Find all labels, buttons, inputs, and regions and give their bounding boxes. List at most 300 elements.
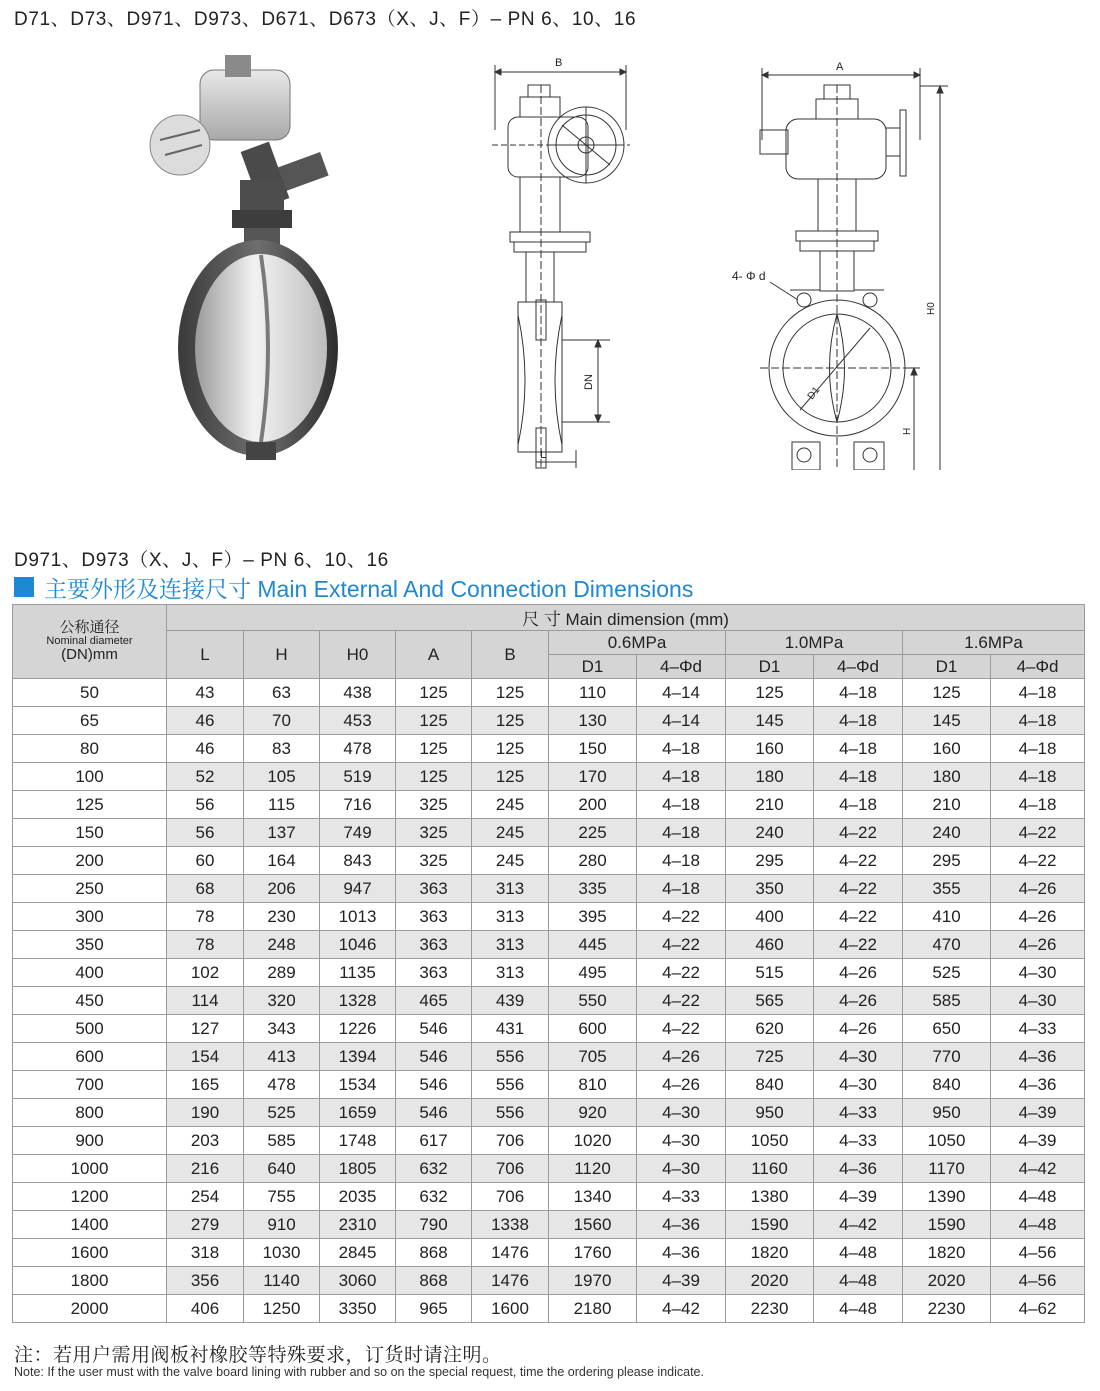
table-cell: 525 bbox=[244, 1099, 320, 1127]
table-cell: 4–30 bbox=[991, 959, 1085, 987]
table-cell: 4–30 bbox=[814, 1071, 903, 1099]
table-cell: 4–18 bbox=[637, 875, 726, 903]
page-title: D71、D73、D971、D973、D671、D673（X、J、F）– PN 6、10、16 bbox=[14, 9, 637, 30]
dn-cell: 1400 bbox=[13, 1211, 167, 1239]
table-cell: 706 bbox=[472, 1127, 549, 1155]
dn-cell: 350 bbox=[13, 931, 167, 959]
table-row bbox=[13, 819, 1085, 847]
table-cell: 4–22 bbox=[991, 847, 1085, 875]
table-cell: 410 bbox=[903, 903, 991, 931]
table-cell: 318 bbox=[167, 1239, 244, 1267]
table-cell: 4–56 bbox=[991, 1267, 1085, 1295]
table-row bbox=[13, 735, 1085, 763]
table-cell: 4–18 bbox=[637, 847, 726, 875]
dimensions-table-wrap bbox=[12, 604, 1084, 1323]
table-cell: 439 bbox=[472, 987, 549, 1015]
sub-header-d1: D1 bbox=[726, 655, 814, 679]
table-cell: 465 bbox=[396, 987, 472, 1015]
table-cell: 1590 bbox=[903, 1211, 991, 1239]
table-cell: 4–36 bbox=[637, 1239, 726, 1267]
dn-cell: 1200 bbox=[13, 1183, 167, 1211]
table-cell: 125 bbox=[396, 735, 472, 763]
table-cell: 115 bbox=[244, 791, 320, 819]
table-cell: 125 bbox=[726, 679, 814, 707]
table-cell: 68 bbox=[167, 875, 244, 903]
table-cell: 4–18 bbox=[637, 819, 726, 847]
table-cell: 46 bbox=[167, 707, 244, 735]
table-cell: 749 bbox=[320, 819, 396, 847]
main-dimension-header: 尺 寸 Main dimension (mm) bbox=[167, 605, 1085, 631]
table-cell: 70 bbox=[244, 707, 320, 735]
dn-header-cn: 公称通径 bbox=[59, 618, 120, 636]
table-cell: 4–26 bbox=[991, 875, 1085, 903]
table-cell: 43 bbox=[167, 679, 244, 707]
table-cell: 313 bbox=[472, 931, 549, 959]
table-cell: 525 bbox=[903, 959, 991, 987]
table-cell: 125 bbox=[396, 707, 472, 735]
table-cell: 4–22 bbox=[814, 819, 903, 847]
table-cell: 2020 bbox=[726, 1267, 814, 1295]
table-cell: 585 bbox=[903, 987, 991, 1015]
dn-header-unit: (DN)mm bbox=[61, 646, 118, 664]
table-cell: 125 bbox=[903, 679, 991, 707]
table-cell: 356 bbox=[167, 1267, 244, 1295]
table-cell: 180 bbox=[726, 763, 814, 791]
table-cell: 4–36 bbox=[991, 1071, 1085, 1099]
table-cell: 325 bbox=[396, 819, 472, 847]
table-cell: 843 bbox=[320, 847, 396, 875]
table-cell: 4–22 bbox=[814, 903, 903, 931]
table-cell: 632 bbox=[396, 1155, 472, 1183]
table-cell: 1170 bbox=[903, 1155, 991, 1183]
table-cell: 313 bbox=[472, 875, 549, 903]
table-cell: 4–18 bbox=[991, 679, 1085, 707]
table-cell: 920 bbox=[549, 1099, 637, 1127]
table-cell: 1476 bbox=[472, 1239, 549, 1267]
table-cell: 295 bbox=[903, 847, 991, 875]
table-cell: 4–30 bbox=[991, 987, 1085, 1015]
dn-cell: 125 bbox=[13, 791, 167, 819]
table-cell: 4–30 bbox=[637, 1127, 726, 1155]
dn-cell: 400 bbox=[13, 959, 167, 987]
table-cell: 632 bbox=[396, 1183, 472, 1211]
table-cell: 4–18 bbox=[991, 763, 1085, 791]
table-row bbox=[13, 875, 1085, 903]
table-row bbox=[13, 791, 1085, 819]
table-cell: 165 bbox=[167, 1071, 244, 1099]
table-cell: 230 bbox=[244, 903, 320, 931]
table-cell: 2230 bbox=[903, 1295, 991, 1323]
dn-cell: 150 bbox=[13, 819, 167, 847]
table-cell: 431 bbox=[472, 1015, 549, 1043]
table-cell: 706 bbox=[472, 1183, 549, 1211]
label-d1: D1 bbox=[805, 384, 823, 402]
table-cell: 910 bbox=[244, 1211, 320, 1239]
table-cell: 1013 bbox=[320, 903, 396, 931]
table-cell: 4–26 bbox=[991, 931, 1085, 959]
table-cell: 3350 bbox=[320, 1295, 396, 1323]
table-cell: 4–18 bbox=[814, 791, 903, 819]
table-cell: 4–36 bbox=[637, 1211, 726, 1239]
label-b: B bbox=[555, 57, 563, 69]
table-cell: 4–30 bbox=[814, 1043, 903, 1071]
table-cell: 3060 bbox=[320, 1267, 396, 1295]
dn-cell: 600 bbox=[13, 1043, 167, 1071]
table-cell: 1020 bbox=[549, 1127, 637, 1155]
table-cell: 145 bbox=[903, 707, 991, 735]
table-cell: 56 bbox=[167, 819, 244, 847]
table-cell: 225 bbox=[549, 819, 637, 847]
table-cell: 725 bbox=[726, 1043, 814, 1071]
table-cell: 114 bbox=[167, 987, 244, 1015]
table-cell: 546 bbox=[396, 1015, 472, 1043]
col-header-a: A bbox=[396, 631, 472, 679]
dn-cell: 65 bbox=[13, 707, 167, 735]
valve-photo bbox=[140, 50, 360, 460]
table-cell: 495 bbox=[549, 959, 637, 987]
table-cell: 289 bbox=[244, 959, 320, 987]
table-cell: 200 bbox=[549, 791, 637, 819]
section-heading bbox=[14, 572, 693, 602]
table-cell: 4–18 bbox=[814, 735, 903, 763]
table-cell: 406 bbox=[167, 1295, 244, 1323]
table-cell: 546 bbox=[396, 1043, 472, 1071]
table-row bbox=[13, 1127, 1085, 1155]
table-cell: 343 bbox=[244, 1015, 320, 1043]
sub-header-bolt: 4–Φd bbox=[637, 655, 726, 679]
table-cell: 83 bbox=[244, 735, 320, 763]
table-cell: 1600 bbox=[472, 1295, 549, 1323]
dn-cell: 1000 bbox=[13, 1155, 167, 1183]
table-cell: 110 bbox=[549, 679, 637, 707]
table-cell: 1340 bbox=[549, 1183, 637, 1211]
label-a: A bbox=[836, 61, 844, 73]
table-cell: 1590 bbox=[726, 1211, 814, 1239]
section-marker-icon bbox=[14, 577, 34, 597]
table-cell: 355 bbox=[903, 875, 991, 903]
table-cell: 313 bbox=[472, 959, 549, 987]
table-cell: 350 bbox=[726, 875, 814, 903]
note-chinese: 注：若用户需用阀板衬橡胶等特殊要求，订货时请注明。 bbox=[14, 1345, 502, 1366]
sub-header-bolt: 4–Φd bbox=[991, 655, 1085, 679]
table-cell: 640 bbox=[244, 1155, 320, 1183]
table-cell: 325 bbox=[396, 847, 472, 875]
table-cell: 1805 bbox=[320, 1155, 396, 1183]
table-cell: 1476 bbox=[472, 1267, 549, 1295]
table-cell: 180 bbox=[903, 763, 991, 791]
table-cell: 145 bbox=[726, 707, 814, 735]
table-cell: 1140 bbox=[244, 1267, 320, 1295]
col-header-h0: H0 bbox=[320, 631, 396, 679]
table-cell: 4–42 bbox=[991, 1155, 1085, 1183]
table-cell: 546 bbox=[396, 1099, 472, 1127]
table-cell: 125 bbox=[472, 679, 549, 707]
table-cell: 4–18 bbox=[637, 763, 726, 791]
table-cell: 248 bbox=[244, 931, 320, 959]
table-cell: 470 bbox=[903, 931, 991, 959]
dn-cell: 1800 bbox=[13, 1267, 167, 1295]
front-view-drawing bbox=[720, 50, 960, 470]
table-row bbox=[13, 1239, 1085, 1267]
table-cell: 4–22 bbox=[814, 931, 903, 959]
table-cell: 546 bbox=[396, 1071, 472, 1099]
table-cell: 125 bbox=[472, 763, 549, 791]
table-cell: 1050 bbox=[726, 1127, 814, 1155]
table-cell: 102 bbox=[167, 959, 244, 987]
table-row bbox=[13, 1183, 1085, 1211]
dn-header bbox=[13, 605, 167, 679]
table-cell: 4–18 bbox=[814, 763, 903, 791]
dn-cell: 1600 bbox=[13, 1239, 167, 1267]
figures-area bbox=[0, 40, 1100, 480]
table-cell: 4–22 bbox=[637, 903, 726, 931]
table-cell: 1820 bbox=[726, 1239, 814, 1267]
table-row bbox=[13, 1211, 1085, 1239]
table-cell: 1030 bbox=[244, 1239, 320, 1267]
table-cell: 395 bbox=[549, 903, 637, 931]
table-cell: 556 bbox=[472, 1043, 549, 1071]
table-cell: 164 bbox=[244, 847, 320, 875]
table-cell: 4–18 bbox=[991, 791, 1085, 819]
table-cell: 770 bbox=[903, 1043, 991, 1071]
table-cell: 4–26 bbox=[637, 1071, 726, 1099]
table-cell: 1135 bbox=[320, 959, 396, 987]
table-row bbox=[13, 1267, 1085, 1295]
table-cell: 325 bbox=[396, 791, 472, 819]
label-h0: H0 bbox=[926, 302, 937, 315]
table-cell: 4–22 bbox=[991, 819, 1085, 847]
pressure-header-1-0: 1.0MPa bbox=[726, 631, 903, 655]
table-cell: 4–22 bbox=[637, 1015, 726, 1043]
table-cell: 4–30 bbox=[637, 1155, 726, 1183]
table-cell: 4–22 bbox=[637, 987, 726, 1015]
table-cell: 4–48 bbox=[814, 1267, 903, 1295]
table-cell: 363 bbox=[396, 903, 472, 931]
table-cell: 105 bbox=[244, 763, 320, 791]
table-cell: 2230 bbox=[726, 1295, 814, 1323]
table-cell: 78 bbox=[167, 931, 244, 959]
table-cell: 1820 bbox=[903, 1239, 991, 1267]
label-bolt: 4- Φ d bbox=[732, 269, 766, 283]
table-subtitle: D971、D973（X、J、F）– PN 6、10、16 bbox=[14, 550, 389, 571]
table-cell: 4–22 bbox=[814, 847, 903, 875]
table-cell: 1390 bbox=[903, 1183, 991, 1211]
table-row bbox=[13, 1071, 1085, 1099]
table-cell: 160 bbox=[903, 735, 991, 763]
table-cell: 4–42 bbox=[637, 1295, 726, 1323]
table-cell: 125 bbox=[472, 735, 549, 763]
dn-cell: 80 bbox=[13, 735, 167, 763]
dn-cell: 300 bbox=[13, 903, 167, 931]
table-cell: 868 bbox=[396, 1267, 472, 1295]
table-cell: 4–36 bbox=[991, 1043, 1085, 1071]
table-cell: 810 bbox=[549, 1071, 637, 1099]
table-cell: 320 bbox=[244, 987, 320, 1015]
label-l: L bbox=[540, 449, 547, 461]
table-cell: 620 bbox=[726, 1015, 814, 1043]
table-cell: 279 bbox=[167, 1211, 244, 1239]
table-cell: 790 bbox=[396, 1211, 472, 1239]
table-cell: 4–39 bbox=[814, 1183, 903, 1211]
table-cell: 150 bbox=[549, 735, 637, 763]
table-row bbox=[13, 1155, 1085, 1183]
table-cell: 1338 bbox=[472, 1211, 549, 1239]
table-cell: 2180 bbox=[549, 1295, 637, 1323]
dn-cell: 250 bbox=[13, 875, 167, 903]
table-cell: 210 bbox=[726, 791, 814, 819]
table-cell: 335 bbox=[549, 875, 637, 903]
table-cell: 650 bbox=[903, 1015, 991, 1043]
table-cell: 245 bbox=[472, 819, 549, 847]
table-cell: 1394 bbox=[320, 1043, 396, 1071]
dn-cell: 450 bbox=[13, 987, 167, 1015]
table-cell: 400 bbox=[726, 903, 814, 931]
col-header-l: L bbox=[167, 631, 244, 679]
dn-cell: 200 bbox=[13, 847, 167, 875]
table-cell: 519 bbox=[320, 763, 396, 791]
table-cell: 1160 bbox=[726, 1155, 814, 1183]
table-cell: 4–26 bbox=[814, 959, 903, 987]
table-row bbox=[13, 903, 1085, 931]
table-cell: 4–39 bbox=[637, 1267, 726, 1295]
table-cell: 840 bbox=[903, 1071, 991, 1099]
table-cell: 4–18 bbox=[637, 735, 726, 763]
table-cell: 4–39 bbox=[991, 1099, 1085, 1127]
table-cell: 1760 bbox=[549, 1239, 637, 1267]
table-cell: 210 bbox=[903, 791, 991, 819]
table-row bbox=[13, 707, 1085, 735]
table-cell: 4–33 bbox=[814, 1127, 903, 1155]
table-row bbox=[13, 763, 1085, 791]
table-cell: 1046 bbox=[320, 931, 396, 959]
table-cell: 947 bbox=[320, 875, 396, 903]
dn-cell: 500 bbox=[13, 1015, 167, 1043]
table-cell: 478 bbox=[244, 1071, 320, 1099]
table-cell: 127 bbox=[167, 1015, 244, 1043]
table-cell: 2035 bbox=[320, 1183, 396, 1211]
table-cell: 125 bbox=[396, 679, 472, 707]
table-cell: 313 bbox=[472, 903, 549, 931]
dn-header-en: Nominal diameter bbox=[46, 634, 133, 647]
table-cell: 1659 bbox=[320, 1099, 396, 1127]
table-cell: 363 bbox=[396, 875, 472, 903]
table-cell: 4–14 bbox=[637, 679, 726, 707]
dn-cell: 100 bbox=[13, 763, 167, 791]
table-cell: 363 bbox=[396, 931, 472, 959]
table-cell: 1380 bbox=[726, 1183, 814, 1211]
table-cell: 56 bbox=[167, 791, 244, 819]
table-body bbox=[13, 679, 1085, 1323]
table-cell: 4–26 bbox=[637, 1043, 726, 1071]
table-cell: 706 bbox=[472, 1155, 549, 1183]
table-cell: 154 bbox=[167, 1043, 244, 1071]
table-cell: 190 bbox=[167, 1099, 244, 1127]
table-cell: 203 bbox=[167, 1127, 244, 1155]
table-cell: 4–39 bbox=[991, 1127, 1085, 1155]
dn-cell: 800 bbox=[13, 1099, 167, 1127]
table-row bbox=[13, 931, 1085, 959]
table-cell: 254 bbox=[167, 1183, 244, 1211]
table-cell: 453 bbox=[320, 707, 396, 735]
table-cell: 1560 bbox=[549, 1211, 637, 1239]
table-row bbox=[13, 1099, 1085, 1127]
col-header-b: B bbox=[472, 631, 549, 679]
dn-cell: 900 bbox=[13, 1127, 167, 1155]
table-cell: 4–30 bbox=[637, 1099, 726, 1127]
table-cell: 4–22 bbox=[637, 931, 726, 959]
table-cell: 4–22 bbox=[814, 875, 903, 903]
table-cell: 478 bbox=[320, 735, 396, 763]
table-cell: 2845 bbox=[320, 1239, 396, 1267]
table-cell: 4–18 bbox=[637, 791, 726, 819]
table-cell: 137 bbox=[244, 819, 320, 847]
table-row bbox=[13, 847, 1085, 875]
table-cell: 556 bbox=[472, 1099, 549, 1127]
table-cell: 363 bbox=[396, 959, 472, 987]
table-cell: 125 bbox=[472, 707, 549, 735]
table-cell: 755 bbox=[244, 1183, 320, 1211]
table-cell: 4–26 bbox=[991, 903, 1085, 931]
table-cell: 4–18 bbox=[991, 707, 1085, 735]
table-cell: 2310 bbox=[320, 1211, 396, 1239]
table-cell: 4–33 bbox=[637, 1183, 726, 1211]
table-cell: 4–48 bbox=[814, 1295, 903, 1323]
table-cell: 4–62 bbox=[991, 1295, 1085, 1323]
table-cell: 565 bbox=[726, 987, 814, 1015]
table-cell: 716 bbox=[320, 791, 396, 819]
table-cell: 4–42 bbox=[814, 1211, 903, 1239]
table-cell: 950 bbox=[903, 1099, 991, 1127]
sub-header-d1: D1 bbox=[903, 655, 991, 679]
table-cell: 438 bbox=[320, 679, 396, 707]
table-cell: 4–14 bbox=[637, 707, 726, 735]
label-dn: DN bbox=[583, 374, 595, 390]
table-cell: 170 bbox=[549, 763, 637, 791]
dn-cell: 700 bbox=[13, 1071, 167, 1099]
dn-cell: 2000 bbox=[13, 1295, 167, 1323]
table-row bbox=[13, 959, 1085, 987]
table-cell: 4–26 bbox=[814, 987, 903, 1015]
table-cell: 60 bbox=[167, 847, 244, 875]
side-view-drawing bbox=[470, 50, 650, 470]
table-cell: 1226 bbox=[320, 1015, 396, 1043]
table-cell: 460 bbox=[726, 931, 814, 959]
table-cell: 4–48 bbox=[814, 1239, 903, 1267]
table-cell: 413 bbox=[244, 1043, 320, 1071]
table-cell: 206 bbox=[244, 875, 320, 903]
table-cell: 445 bbox=[549, 931, 637, 959]
table-cell: 1748 bbox=[320, 1127, 396, 1155]
table-row bbox=[13, 679, 1085, 707]
table-cell: 965 bbox=[396, 1295, 472, 1323]
table-cell: 4–48 bbox=[991, 1183, 1085, 1211]
table-cell: 4–48 bbox=[991, 1211, 1085, 1239]
table-cell: 868 bbox=[396, 1239, 472, 1267]
table-cell: 1534 bbox=[320, 1071, 396, 1099]
table-row bbox=[13, 987, 1085, 1015]
table-cell: 4–33 bbox=[991, 1015, 1085, 1043]
table-cell: 63 bbox=[244, 679, 320, 707]
table-cell: 4–18 bbox=[991, 735, 1085, 763]
sub-header-bolt: 4–Φd bbox=[814, 655, 903, 679]
table-cell: 240 bbox=[726, 819, 814, 847]
table-cell: 52 bbox=[167, 763, 244, 791]
table-cell: 245 bbox=[472, 791, 549, 819]
table-cell: 1328 bbox=[320, 987, 396, 1015]
sub-header-d1: D1 bbox=[549, 655, 637, 679]
table-cell: 840 bbox=[726, 1071, 814, 1099]
table-row bbox=[13, 1295, 1085, 1323]
